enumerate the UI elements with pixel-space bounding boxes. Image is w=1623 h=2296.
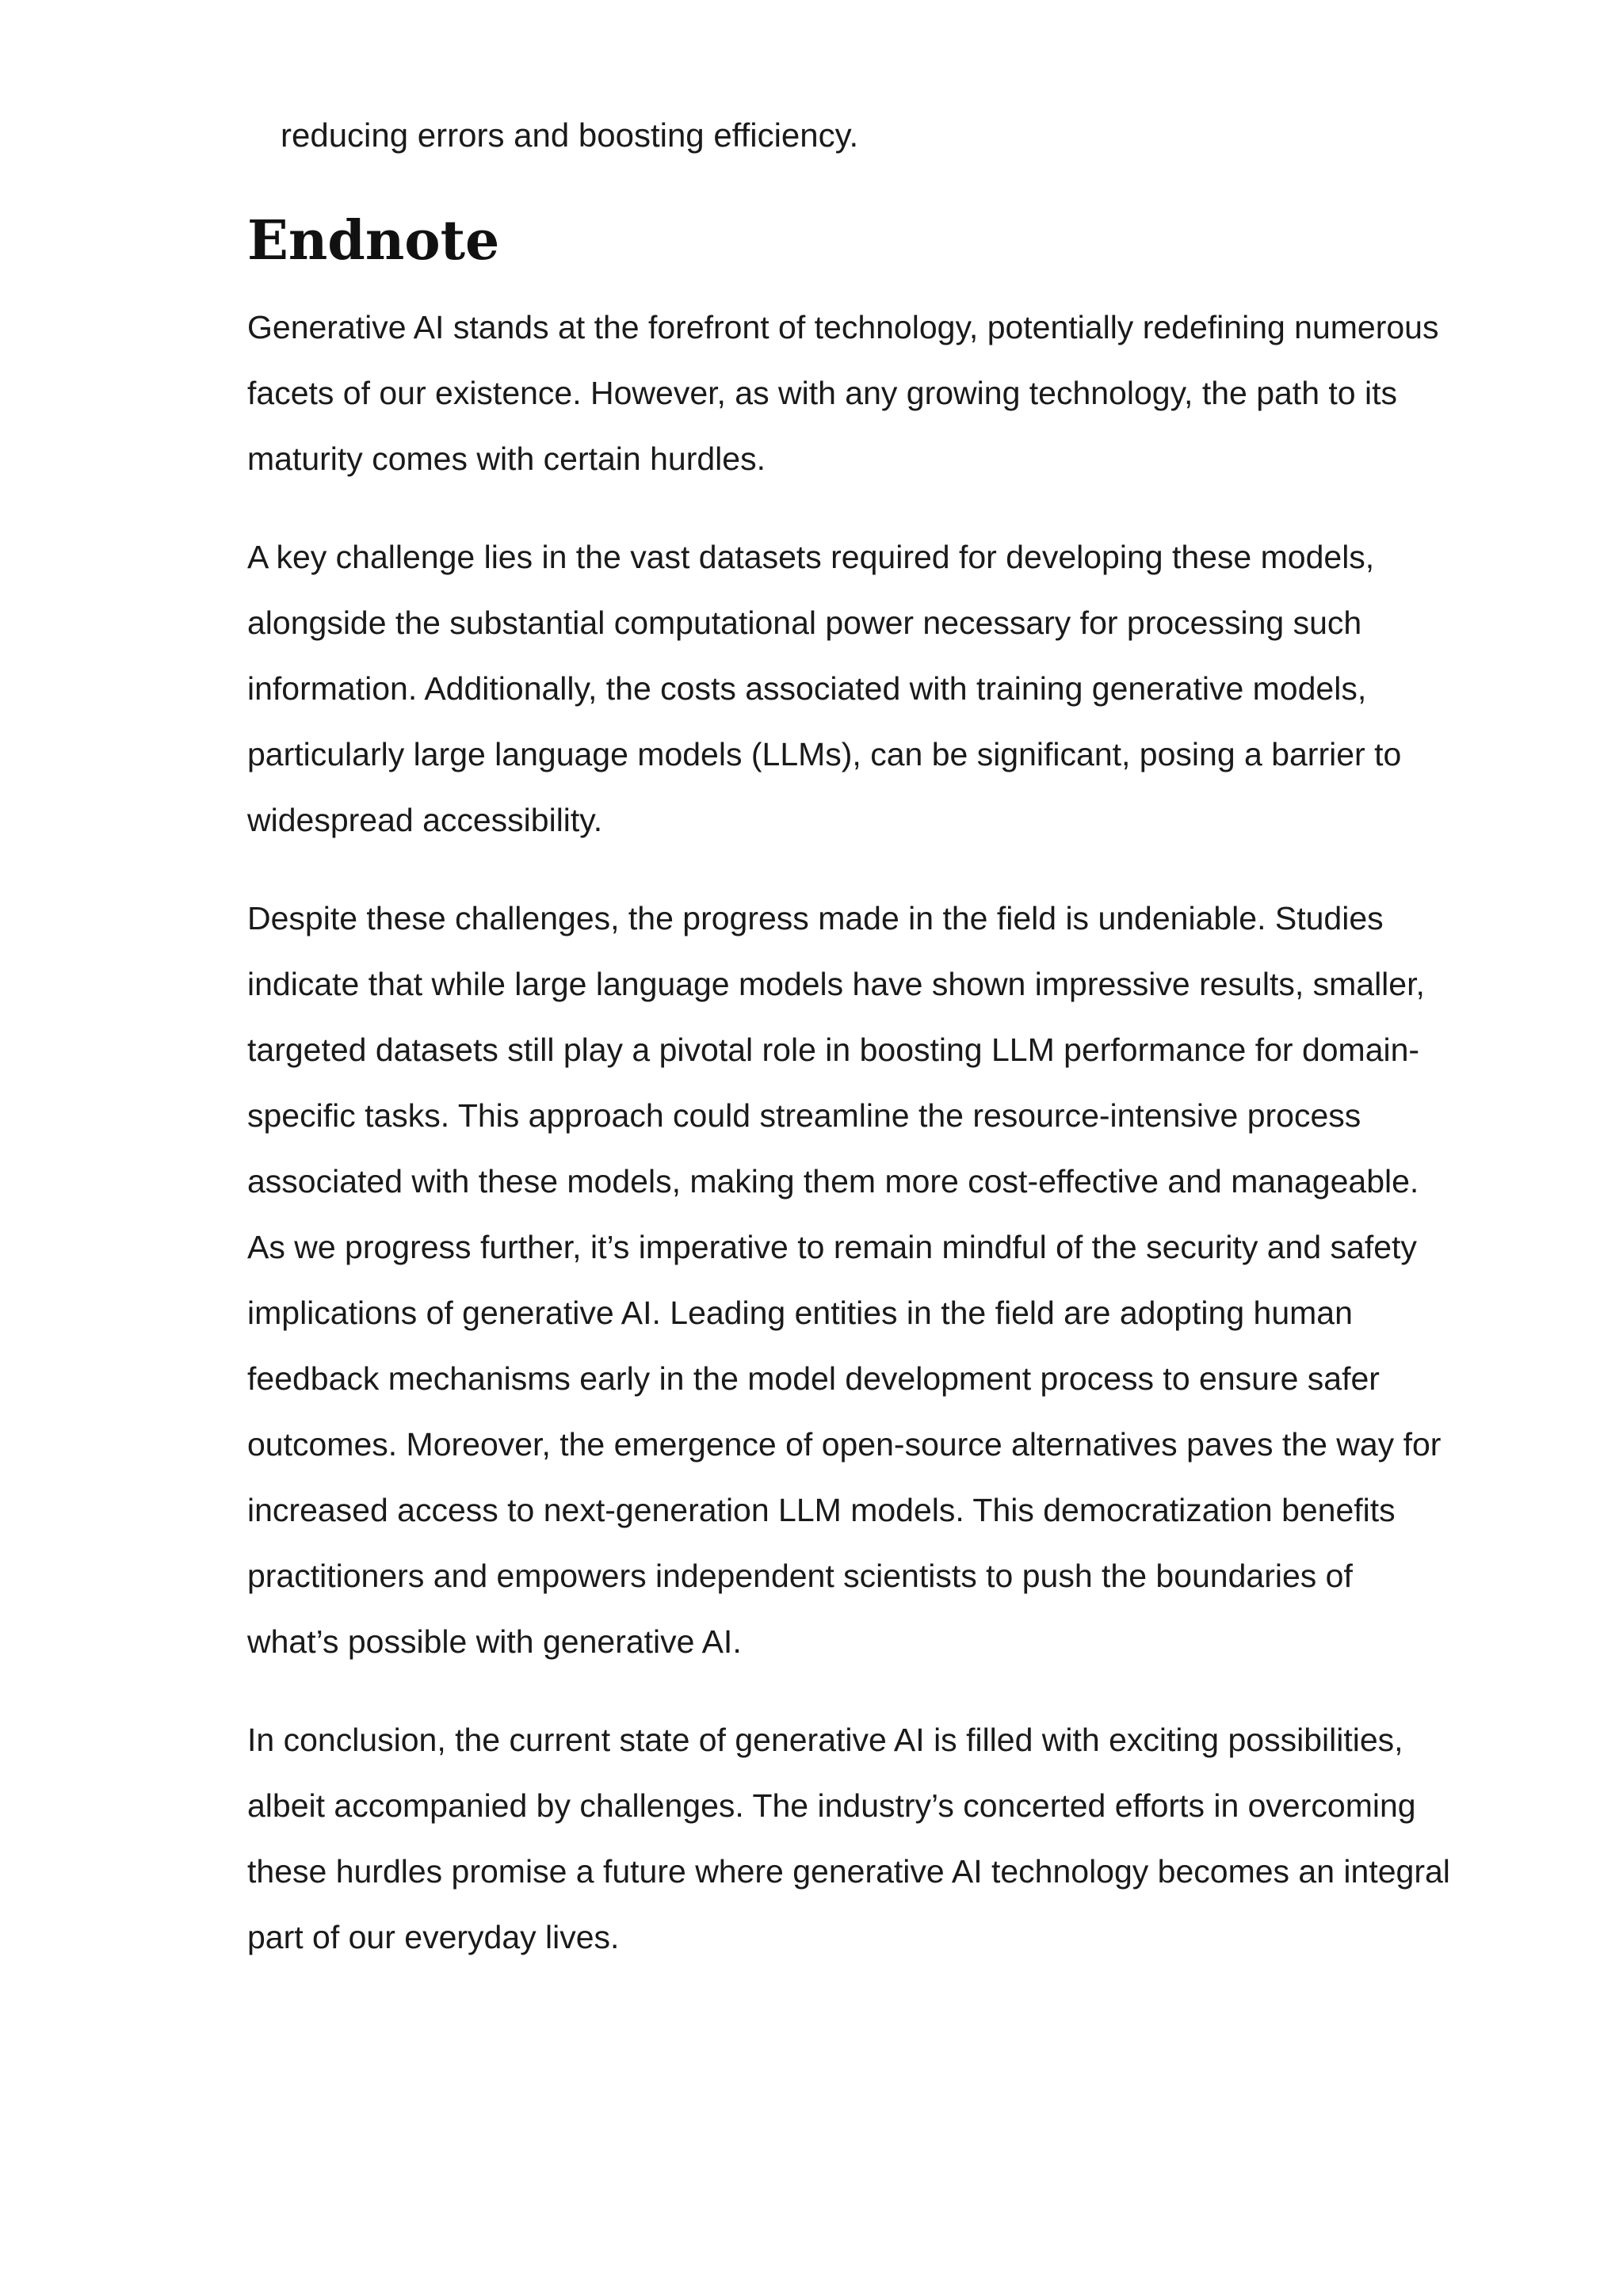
paragraph-progress: Despite these challenges, the progress made in the field is undeniable. Studies indicate that while large language models have shown impressive results, smaller, targeted datasets still play a pivotal role in boosting LLM performance for domain-specific tasks. This approach could streamline the resource-intensive process associated with these models, making them more cost-effective and manageable.	[247, 900, 1425, 1199]
paragraph-challenges: A key challenge lies in the vast datasets required for developing these models, alongside the substantial computational power necessary for processing such information. Additionally, the costs associated with training generative models, particularly large language models (LLMs), can be significant, posing a barrier to widespread accessibility.	[247, 539, 1402, 838]
list-continuation-text: reducing errors and boosting efficiency.	[281, 116, 859, 154]
paragraph-conclusion: In conclusion, the current state of generative AI is filled with exciting possibilities, albeit accompanied by challenges. The industry’s concerted efforts in overcoming these hurdles promise a future where generative AI technology becomes an integral part of our everyday lives.	[247, 1722, 1450, 1955]
section-heading: Endnote	[247, 209, 500, 273]
document-content	[247, 109, 1452, 1970]
paragraph-safety: As we progress further, it’s imperative to remain mindful of the security and safety implications of generative AI. Leading entities in the field are adopting human feedback mechanisms early in the model development process to ensure safer outcomes. Moreover, the emergence of open-source alternatives paves the way for increased access to next-generation LLM models. This democratization benefits practitioners and empowers independent scientists to push the boundaries of what’s possible with generative AI.	[247, 1229, 1442, 1660]
paragraph-intro: Generative AI stands at the forefront of technology, potentially redefining numerous facets of our existence. However, as with any growing technology, the path to its maturity comes with certain hurdles.	[247, 309, 1439, 477]
